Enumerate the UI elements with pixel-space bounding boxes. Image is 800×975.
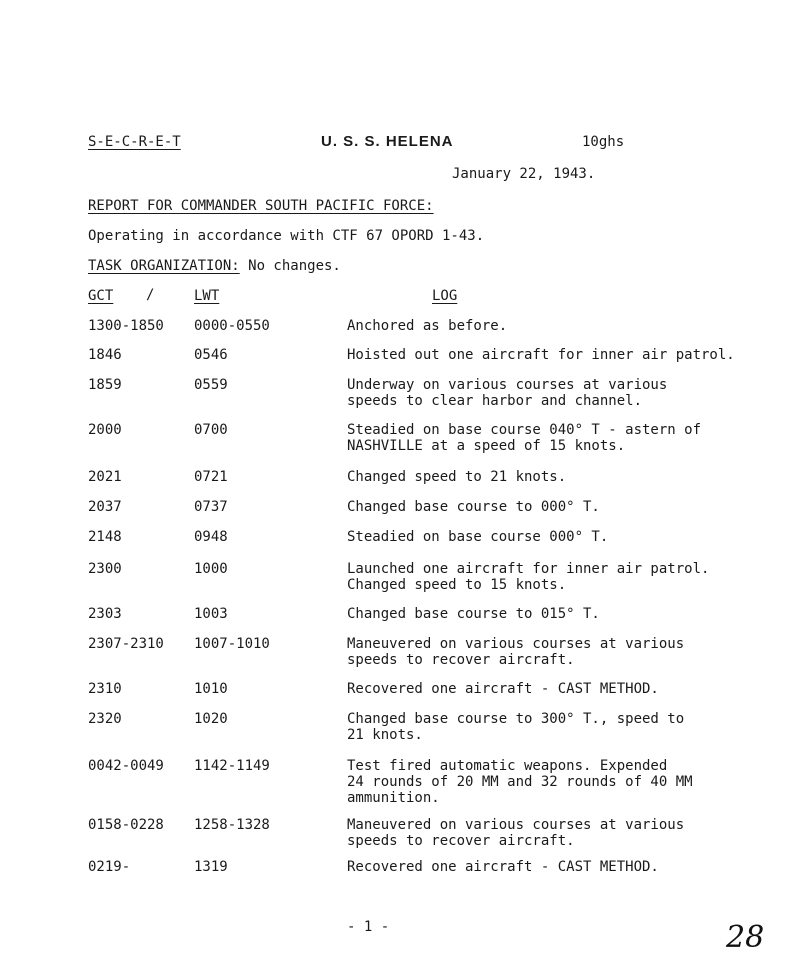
row-log-line: Anchored as before. bbox=[347, 318, 508, 334]
row-gct: 1846 bbox=[88, 347, 122, 363]
row-gct: 2300 bbox=[88, 561, 122, 577]
row-lwt: 1010 bbox=[194, 681, 228, 697]
row-lwt: 1258-1328 bbox=[194, 817, 270, 833]
column-header-lwt: LWT bbox=[194, 288, 220, 304]
row-log-line: Changed speed to 21 knots. bbox=[347, 469, 567, 485]
row-gct: 2148 bbox=[88, 529, 122, 545]
row-gct: 0042-0049 bbox=[88, 758, 164, 774]
row-log-line: Test fired automatic weapons. Expended bbox=[347, 758, 668, 774]
ship-name: U. S. S. HELENA bbox=[321, 133, 454, 150]
column-header-slash: / bbox=[146, 287, 155, 303]
row-gct: 1300-1850 bbox=[88, 318, 164, 334]
row-gct: 1859 bbox=[88, 377, 122, 393]
row-lwt: 1007-1010 bbox=[194, 636, 270, 652]
row-log-line: Maneuvered on various courses at various bbox=[347, 636, 685, 652]
row-log-line: Recovered one aircraft - CAST METHOD. bbox=[347, 859, 659, 875]
row-log-line: ammunition. bbox=[347, 790, 440, 806]
row-gct: 2037 bbox=[88, 499, 122, 515]
report-date: January 22, 1943. bbox=[452, 166, 596, 182]
row-log-line: Steadied on base course 040° T - astern of bbox=[347, 422, 702, 438]
row-log-line: Changed speed to 15 knots. bbox=[347, 577, 567, 593]
row-gct: 2307-2310 bbox=[88, 636, 164, 652]
row-log-line: Recovered one aircraft - CAST METHOD. bbox=[347, 681, 659, 697]
row-log-line: Changed base course to 000° T. bbox=[347, 499, 600, 515]
row-lwt: 0559 bbox=[194, 377, 228, 393]
task-organization-text: No changes. bbox=[239, 258, 341, 274]
row-gct: 2021 bbox=[88, 469, 122, 485]
report-title: REPORT FOR COMMANDER SOUTH PACIFIC FORCE: bbox=[88, 198, 434, 214]
page-number: - 1 - bbox=[347, 919, 390, 935]
row-log-line: speeds to clear harbor and channel. bbox=[347, 393, 643, 409]
row-lwt: 1020 bbox=[194, 711, 228, 727]
row-gct: 0158-0228 bbox=[88, 817, 164, 833]
row-gct: 0219- bbox=[88, 859, 131, 875]
row-log-line: Launched one aircraft for inner air patrol. bbox=[347, 561, 710, 577]
row-lwt: 1142-1149 bbox=[194, 758, 270, 774]
column-header-gct: GCT bbox=[88, 288, 114, 304]
row-log-line: Steadied on base course 000° T. bbox=[347, 529, 609, 545]
task-organization-label: TASK ORGANIZATION: bbox=[88, 258, 240, 274]
row-lwt: 0948 bbox=[194, 529, 228, 545]
row-log-line: Changed base course to 015° T. bbox=[347, 606, 600, 622]
row-log-line: Changed base course to 300° T., speed to bbox=[347, 711, 685, 727]
page-reference: 10ghs bbox=[582, 134, 625, 150]
row-log-line: 21 knots. bbox=[347, 727, 423, 743]
handwritten-page-number: 28 bbox=[726, 920, 765, 955]
row-lwt: 0700 bbox=[194, 422, 228, 438]
row-gct: 2320 bbox=[88, 711, 122, 727]
task-organization-line bbox=[88, 258, 341, 274]
row-lwt: 0546 bbox=[194, 347, 228, 363]
row-log-line: NASHVILLE at a speed of 15 knots. bbox=[347, 438, 626, 454]
row-log-line: Underway on various courses at various bbox=[347, 377, 668, 393]
row-gct: 2303 bbox=[88, 606, 122, 622]
row-log-line: speeds to recover aircraft. bbox=[347, 652, 575, 668]
row-lwt: 1003 bbox=[194, 606, 228, 622]
row-log-line: Maneuvered on various courses at various bbox=[347, 817, 685, 833]
row-lwt: 0737 bbox=[194, 499, 228, 515]
row-gct: 2000 bbox=[88, 422, 122, 438]
row-lwt: 1319 bbox=[194, 859, 228, 875]
row-lwt: 1000 bbox=[194, 561, 228, 577]
operating-line: Operating in accordance with CTF 67 OPORD 1-43. bbox=[88, 228, 485, 244]
row-lwt: 0000-0550 bbox=[194, 318, 270, 334]
row-gct: 2310 bbox=[88, 681, 122, 697]
column-header-log: LOG bbox=[432, 288, 458, 304]
row-log-line: Hoisted out one aircraft for inner air patrol. bbox=[347, 347, 735, 363]
row-log-line: speeds to recover aircraft. bbox=[347, 833, 575, 849]
row-lwt: 0721 bbox=[194, 469, 228, 485]
classification-mark: S-E-C-R-E-T bbox=[88, 134, 181, 150]
row-log-line: 24 rounds of 20 MM and 32 rounds of 40 MM bbox=[347, 774, 693, 790]
